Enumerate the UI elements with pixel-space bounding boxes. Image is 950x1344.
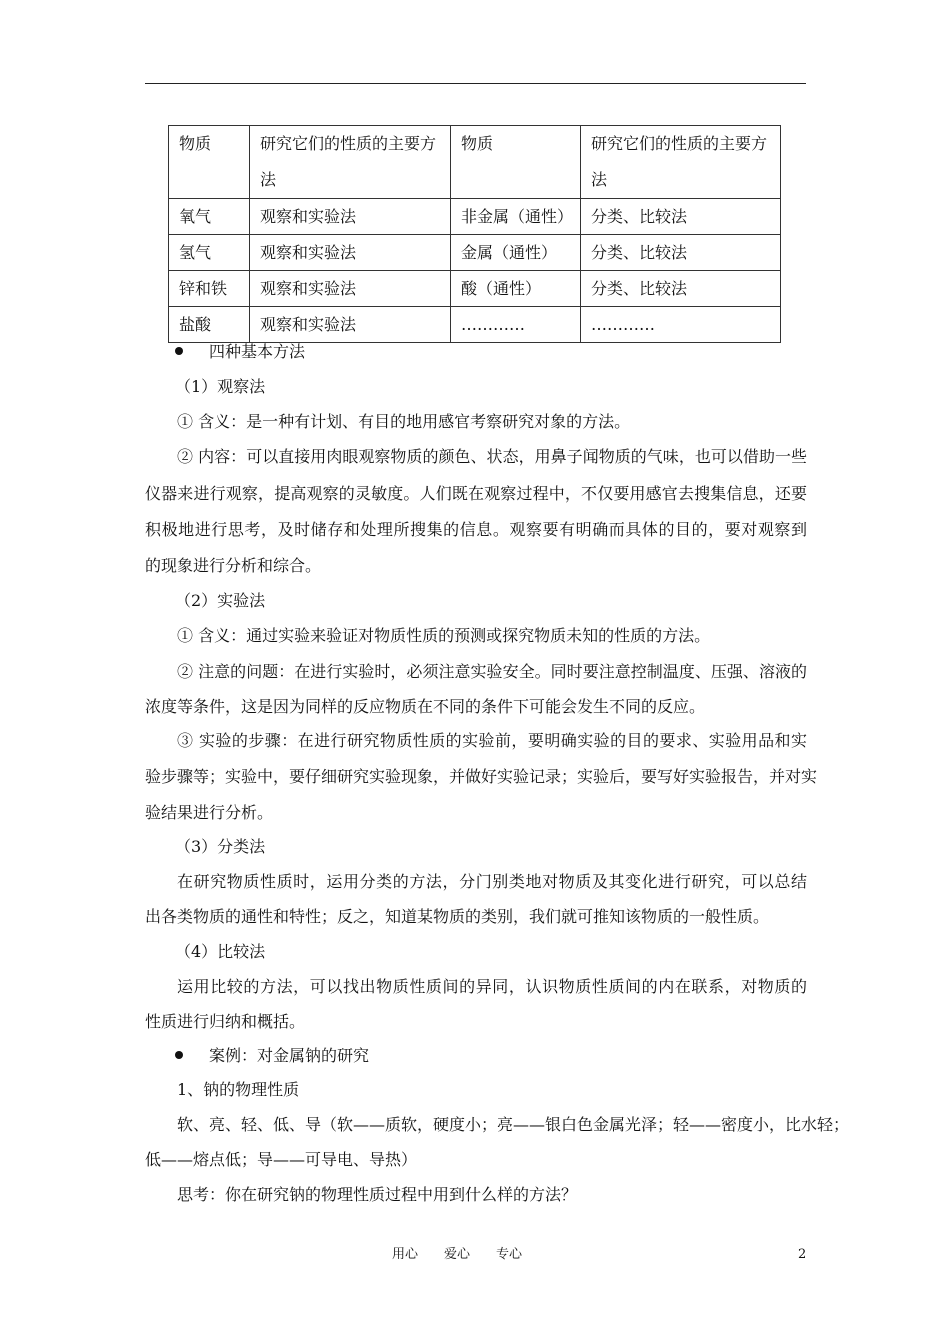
method-classification-text: 出各类物质的通性和特性；反之，知道某物质的类别，我们就可推知该物质的一般性质。: [145, 907, 770, 926]
method-experiment-title: （2）实验法: [175, 591, 266, 610]
method-comparison-text: 性质进行归纳和概括。: [145, 1012, 306, 1031]
method-observation-content: 积极地进行思考，及时储存和处理所搜集的信息。观察要有明确而具体的目的，要对观察到: [145, 520, 807, 539]
method-experiment-steps: 验结果进行分析。: [145, 803, 274, 822]
sodium-physical-text: 低——熔点低；导——可导电、导热）: [145, 1150, 418, 1169]
table-cell: 非金属（通性）: [451, 199, 581, 235]
section-heading-methods: 四种基本方法: [175, 334, 837, 369]
table-cell: 盐酸: [169, 307, 250, 343]
table-cell: 观察和实验法: [250, 271, 451, 307]
method-comparison-title: （4）比较法: [175, 942, 266, 961]
methods-table: [168, 125, 781, 343]
table-cell: 分类、比较法: [581, 199, 781, 235]
header-rule: [145, 83, 806, 84]
table-cell: …………: [451, 307, 581, 343]
sodium-physical-title: 1、钠的物理性质: [177, 1080, 300, 1099]
table-cell: 氧气: [169, 199, 250, 235]
method-experiment-definition: ① 含义：通过实验来验证对物质性质的预测或探究物质未知的性质的方法。: [177, 626, 711, 645]
method-experiment-steps: 验步骤等；实验中，要仔细研究实验现象，并做好实验记录；实验后，要写好实验报告，并对实: [145, 767, 818, 786]
footer-slogan: 用心 爱心 专心: [392, 1247, 523, 1262]
table-row: [169, 235, 781, 271]
table-cell: 锌和铁: [169, 271, 250, 307]
table-header-row: [169, 126, 781, 199]
method-classification-text: 在研究物质性质时，运用分类的方法，分门别类地对物质及其变化进行研究，可以总结: [177, 872, 807, 891]
method-comparison-text: 运用比较的方法，可以找出物质性质间的异同，认识物质性质间的内在联系，对物质的: [177, 977, 807, 996]
table-cell: 氢气: [169, 235, 250, 271]
table-cell: 观察和实验法: [250, 199, 451, 235]
table-header-cell: 物质: [169, 126, 250, 199]
page-number: 2: [798, 1247, 807, 1262]
table-row: [169, 271, 781, 307]
table-header-cell: 研究它们的性质的主要方法: [581, 126, 781, 199]
table-row: [169, 199, 781, 235]
method-observation-title: （1）观察法: [175, 377, 266, 396]
section-heading-case-study: 案例：对金属钠的研究: [175, 1038, 837, 1073]
table-cell: 分类、比较法: [581, 235, 781, 271]
table-header-cell: 物质: [451, 126, 581, 199]
method-experiment-notes: ② 注意的问题：在进行实验时，必须注意实验安全。同时要注意控制温度、压强、溶液的: [177, 662, 807, 681]
table-cell: 酸（通性）: [451, 271, 581, 307]
sodium-physical-text: 软、亮、轻、低、导（软——质软，硬度小；亮——银白色金属光泽；轻——密度小，比水轻；: [177, 1115, 850, 1134]
method-observation-definition: ① 含义：是一种有计划、有目的地用感官考察研究对象的方法。: [177, 412, 631, 431]
table-cell: 观察和实验法: [250, 235, 451, 271]
table-cell: …………: [581, 307, 781, 343]
method-observation-content: 的现象进行分析和综合。: [145, 556, 322, 575]
thinking-question: 思考：你在研究钠的物理性质过程中用到什么样的方法？: [177, 1185, 578, 1204]
method-experiment-steps: ③ 实验的步骤：在进行研究物质性质的实验前，要明确实验的目的要求、实验用品和实: [177, 731, 807, 750]
bullet-icon: [175, 347, 183, 355]
table-cell: 观察和实验法: [250, 307, 451, 343]
table-cell: 金属（通性）: [451, 235, 581, 271]
method-experiment-notes: 浓度等条件，这是因为同样的反应物质在不同的条件下可能会发生不同的反应。: [145, 697, 706, 716]
table-header-cell: 研究它们的性质的主要方法: [250, 126, 451, 199]
method-observation-content: ② 内容：可以直接用肉眼观察物质的颜色、状态，用鼻子闻物质的气味，也可以借助一些: [177, 447, 807, 466]
bullet-icon: [175, 1051, 183, 1059]
method-observation-content: 仪器来进行观察，提高观察的灵敏度。人们既在观察过程中，不仅要用感官去搜集信息，还要: [145, 484, 807, 503]
method-classification-title: （3）分类法: [175, 837, 266, 856]
table-cell: 分类、比较法: [581, 271, 781, 307]
